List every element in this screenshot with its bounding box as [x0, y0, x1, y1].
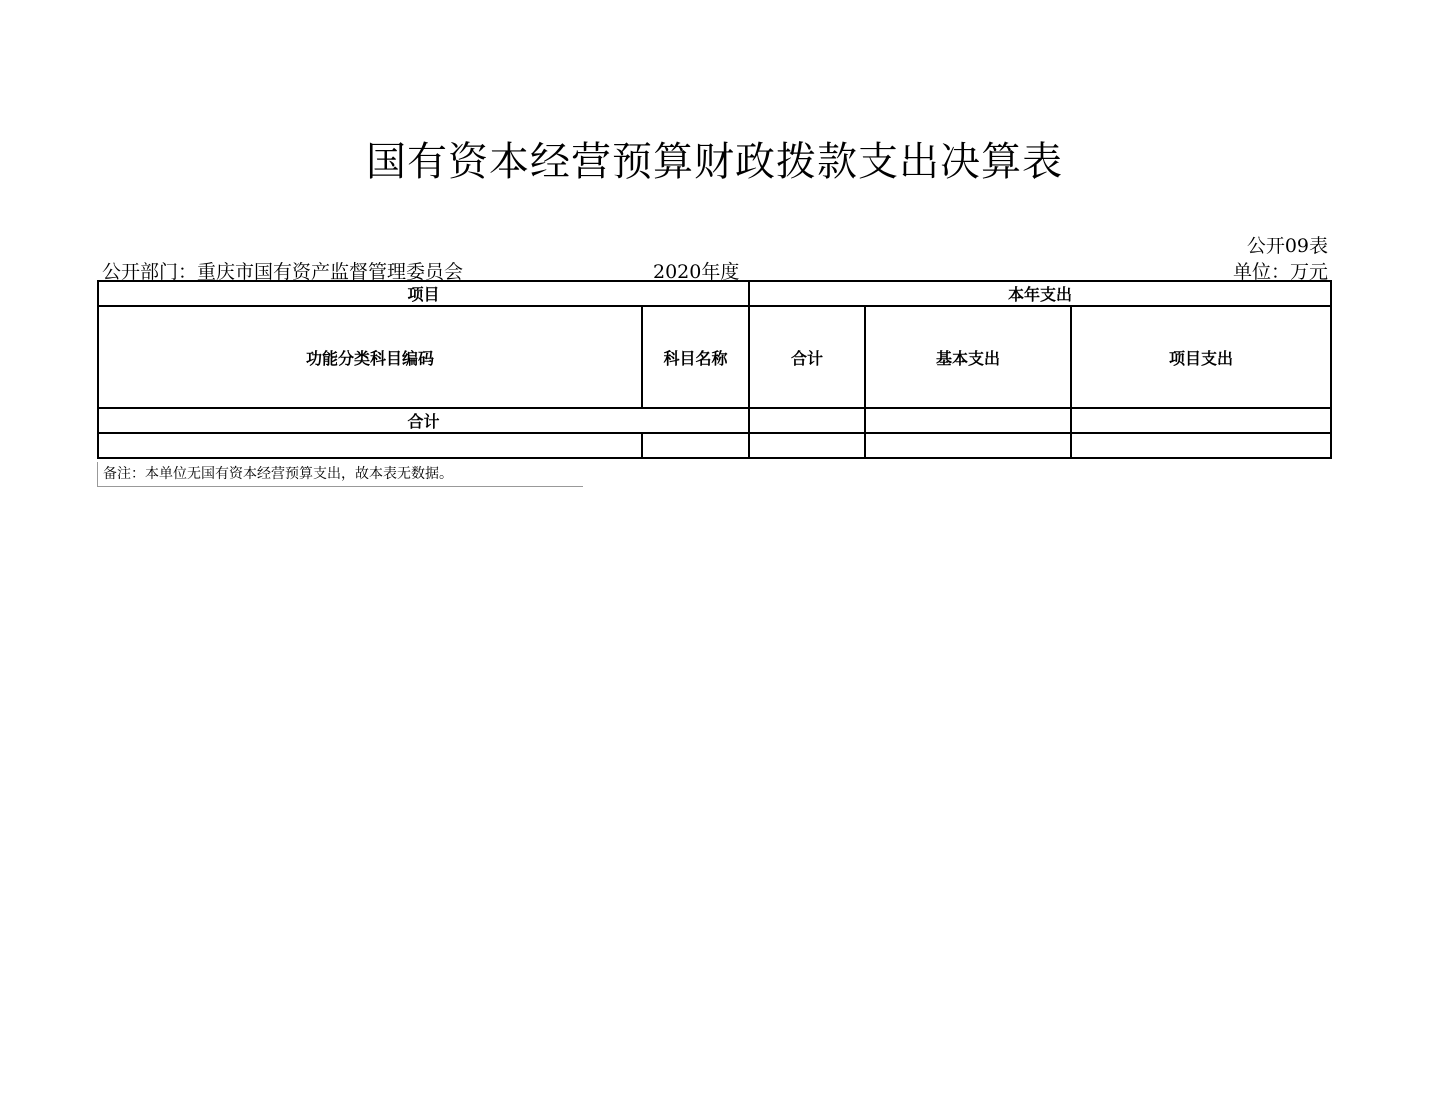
total-row — [98, 408, 1331, 433]
remark-note: 备注：本单位无国有资本经营预算支出，故本表无数据。 — [97, 462, 583, 487]
total-row-basic-cell — [865, 408, 1071, 433]
header-project-expense: 项目支出 — [1071, 306, 1331, 408]
unit-label: 单位：万元 — [1232, 261, 1328, 283]
header-function-code: 功能分类科目编码 — [98, 306, 642, 408]
header-basic-expense: 基本支出 — [865, 306, 1071, 408]
year-label: 2020年度 — [653, 261, 740, 283]
form-number: 公开09表 — [1246, 235, 1328, 257]
header-project-group: 项目 — [98, 281, 749, 306]
total-row-label: 合计 — [98, 408, 749, 433]
header-subject-name: 科目名称 — [642, 306, 749, 408]
row-name-cell — [642, 433, 749, 458]
header-total: 合计 — [749, 306, 865, 408]
page-title: 国有资本经营预算财政拨款支出决算表 — [366, 139, 1063, 185]
row-basic-cell — [865, 433, 1071, 458]
header-expense-group: 本年支出 — [749, 281, 1331, 306]
row-code-cell — [98, 433, 642, 458]
table-header-row — [98, 281, 1331, 306]
total-row-total-cell — [749, 408, 865, 433]
department-label: 公开部门：重庆市国有资产监督管理委员会 — [102, 261, 464, 283]
expenditure-table — [97, 280, 1332, 459]
table-subheader-row — [98, 306, 1331, 408]
row-project-cell — [1071, 433, 1331, 458]
total-row-project-cell — [1071, 408, 1331, 433]
row-total-cell — [749, 433, 865, 458]
table-row — [98, 433, 1331, 458]
